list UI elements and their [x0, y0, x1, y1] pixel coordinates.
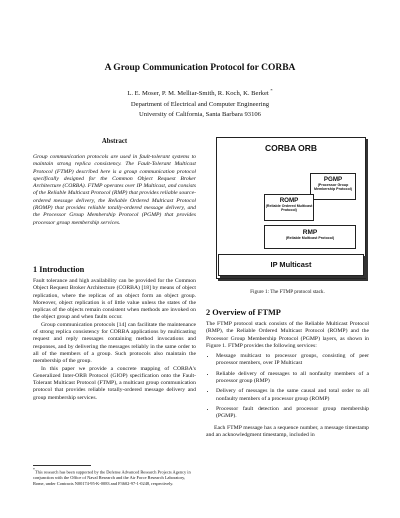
rmp-box	[264, 225, 356, 249]
section-2-intro: The FTMP protocol stack consists of the Reliable Multicast Protocol (RMP), the Reliable Ordered Multicast Protocol (ROMP) and the Processor Group Membership Protocol (PGMP) layers, as shown in Figure 1. FTMP provides the following services:	[206, 321, 369, 349]
section-1-paragraph-3: In this paper we provide a concrete mapping of CORBA's Generalized Inter-ORB Protocol (GIOP) specification onto the Fault-Tolerant Multicast Protocol (FTMP), a multicast group communication protocol that provides reliable totally-ordered message delivery and group membership services.	[33, 365, 196, 401]
footnote-rule	[33, 465, 91, 466]
author-names	[0, 86, 400, 100]
footnote-mark: *	[33, 468, 35, 472]
rmp-sublabel: (Reliable Multicast Protocol)	[285, 236, 335, 240]
list-item: • Delivery of messages in the same causal and total order to all nonfaulty members of a processor group (ROMP)	[216, 388, 369, 403]
author-block	[0, 86, 400, 121]
university: University of California, Santa Barbara 93106	[139, 111, 261, 119]
services-list	[206, 353, 369, 420]
list-item: • Reliable delivery of messages to all nonfaulty members of a processor group (RMP)	[216, 371, 369, 386]
pgmp-sublabel: (Processor Group Membership Protocol)	[314, 183, 352, 192]
section-1-body	[33, 278, 196, 402]
section-2-closing-paragraph: Each FTMP message has a sequence number, a message timestamp and an acknowledgment timestamp, included in	[206, 424, 369, 438]
pgmp-label: PGMP	[323, 176, 343, 183]
figure-caption: Figure 1: The FTMP protocol stack.	[250, 289, 325, 295]
ip-multicast-box	[218, 254, 364, 276]
abstract-body	[33, 154, 196, 227]
corba-orb-label: CORBA ORB	[264, 143, 318, 153]
paper-title: A Group Communication Protocol for CORBA	[104, 63, 296, 73]
ip-multicast-label: IP Multicast	[270, 260, 312, 269]
protocol-stack-figure	[206, 137, 369, 282]
section-1-paragraph-1: Fault tolerance and high availability can be provided for the Common Object Request Broker Architecture (CORBA) [18] by means of object replication, where the replicas of an object form an object group. Moreover, object replication is of little value unless the states of the replicas of the objects remain consistent when methods are invoked on the object group and when faults occur.	[33, 278, 196, 321]
abstract-text: Group communication protocols are used in fault-tolerant systems to maintain strong replica consistency. The Fault-Tolerant Multicast Protocol (FTMP) described here is a group communication protocol specifically designed for the Common Object Request Broker Architecture (CORBA). FTMP operates over IP Multicast, and consists of the Reliable Multicast Protocol (RMP) that provides reliable source-ordered message delivery, the Reliable Ordered Multicast Protocol (ROMP) that provides reliable totally-ordered message delivery, and the Processor Group Membership Protocol (PGMP) that provides processor group membership services.	[33, 154, 196, 226]
romp-box	[264, 194, 314, 221]
author-names-text: L. E. Moser, P. M. Melliar-Smith, R. Koch, K. Berket	[127, 90, 269, 98]
list-item: • Message multicast to processor groups, consisting of peer processor members, over IP Multicast	[216, 353, 369, 368]
romp-sublabel: (Reliable Ordered Multicast Protocol)	[265, 204, 313, 213]
department: Department of Electrical and Computer Engineering	[130, 100, 270, 108]
footnote	[33, 468, 196, 486]
section-1-paragraph-2: Group communication protocols [14] can facilitate the maintenance of strong replica consistency for CORBA applications by multicasting request and reply messages containing method invocations and responses, and by delivering the messages reliably in the same order to all of the members of a group. Such protocols also maintain the membership of the group.	[33, 321, 196, 365]
pgmp-box	[310, 173, 356, 200]
section-1-heading: 1 Introduction	[33, 265, 85, 274]
romp-label: ROMP	[279, 197, 299, 204]
abstract-heading: Abstract	[101, 138, 128, 145]
author-footnote-mark: *	[270, 88, 273, 93]
rmp-label: RMP	[302, 229, 318, 236]
footnote-text: This research has been supported by the Defense Advanced Research Projects Agency in conjunction with the Office of Naval Research and the Air Force Research Laboratory, Rome, under Contracts N00174-95-K-0083 and F3602-97-1-0248, respectively.	[33, 469, 191, 486]
list-item: • Processor fault detection and processor group membership (PGMP).	[216, 406, 369, 421]
section-2-body	[206, 321, 369, 439]
section-2-heading: 2 Overview of FTMP	[206, 308, 281, 317]
